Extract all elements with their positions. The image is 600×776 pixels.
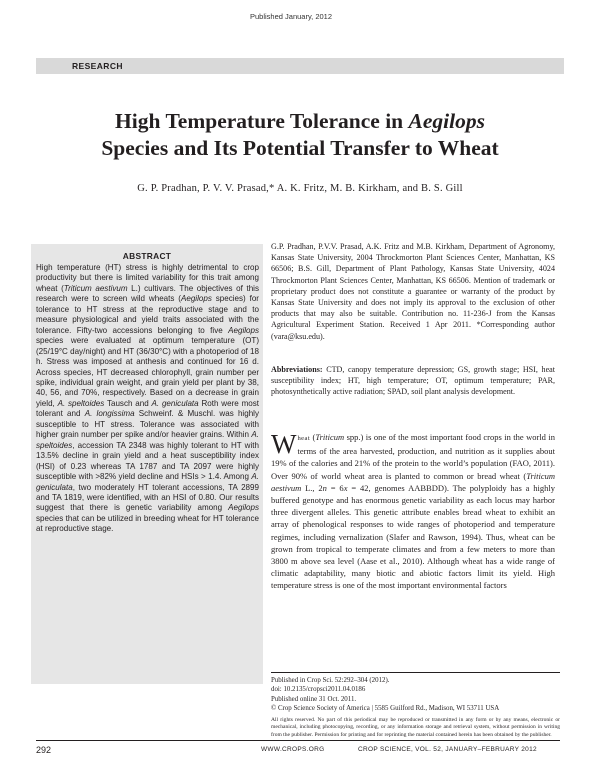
publication-info: Published in Crop Sci. 52:292–304 (2012). doi: 10.2135/cropsci2011.04.0186 Published online 31 Oct. 2011. © Crop Science Society of America | 5585 Guilford Rd., Madison, WI 53711 USA <box>271 677 500 713</box>
introduction-text: Wheat (Triticum spp.) is one of the most important food crops in the world in terms of the area harvested, production, and nutrition as it supplies about 19% of the calories and 21% of the protein to the world’s population (FAO, 2011). Over 90% of world wheat area is planted to common or bread wheat (Triticum aestivum L., 2n = 6x = 42, genomes AABBDD). The polyploidy has a highly buffered genotype and has enormous genetic variability as each locus may harbor three divergent alleles. This genetic attribute enables bread wheat to exhibit an array of phenological responses to wide ranges of photoperiod and temperature regimes, including vernalization (Slafer and Rawson, 1994). Thus, wheat can be grown from tropical to temperate climates and from a few meters to more than 3800 m above sea level (Aase et al., 2010). Although wheat has a wide range of climatic adaptability, many biotic and abiotic factors limit its yield. High temperature stress is one of the most important environmental factors <box>271 429 555 591</box>
page-number: 292 <box>36 745 52 755</box>
section-label: RESEARCH <box>72 61 123 71</box>
author-list: G. P. Pradhan, P. V. V. Prasad,* A. K. Fritz, M. B. Kirkham, and B. S. Gill <box>137 183 463 194</box>
article-title <box>36 108 564 162</box>
footer-rule <box>36 740 560 741</box>
title-italic: Aegilops <box>408 109 485 133</box>
rights-statement: All rights reserved. No part of this periodical may be reproduced or transmitted in any form or by any means, electronic or mechanical, including photocopying, recording, or any information storage and retrieval system, without permission in writing from the publisher. Permission for printing and for reprinting the material contained herein has been obtained by the publisher. <box>271 717 560 738</box>
pubinfo-divider <box>271 672 560 673</box>
drop-cap: W <box>271 429 297 459</box>
published-date: Published January, 2012 <box>250 12 333 21</box>
abbreviations: Abbreviations: CTD, canopy temperature depression; GS, growth stage; HSI, heat susceptibility index; HT, high temperature; OT, optimum temperature; PAR, photosynthetically active radiation; SPAD, soil plant analysis development. <box>271 365 555 397</box>
title-line2: Species and Its Potential Transfer to Wheat <box>101 136 499 160</box>
abstract-heading: ABSTRACT <box>122 251 172 261</box>
abbreviations-label: Abbreviations: <box>271 365 323 374</box>
abstract-text: High temperature (HT) stress is highly detrimental to crop productivity but there is limited variability for this trait among wheat (Triticum aestivum L.) cultivars. The objectives of this research were to screen wild wheats (Aegilops species) for tolerance to HT stress at the reproductive stage and to measure physiological and yield traits associated with the tolerance. Fifty-two accessions belonging to five Aegilops species were evaluated at optimum temperature (OT) (25/19°C day/night) and HT (36/30°C) with a photoperiod of 18 h. Stress was imposed at anthesis and continued for 16 d. Across species, HT decreased chlorophyll, grain number per spike, individual grain weight, and grain yield per plant by 38, 40, 56, and 70%, respectively. Based on a decrease in grain yield, A. speltoides Tausch and A. geniculata Roth were most tolerant and A. longissima Schweinf. & Muschl. was highly susceptible to HT stress. Tolerance was associated with higher grain number per spike and/or heavier grains. Within A. speltoides, accession TA 2348 was highly tolerant to HT with 13.5% decline in grain yield and a heat susceptibility index (HSI) of 0.23 whereas TA 1787 and TA 2097 were highly susceptible with >82% yield decline and HSIs > 1.4. Among A. geniculata, two moderately HT tolerant accessions, TA 2899 and TA 1819, were identified, with an HSI of 0.80. Our results suggest that there is genetic variability among Aegilops species that can be utilized in breeding wheat for HT tolerance at reproductive stage. <box>36 263 260 534</box>
website-link[interactable]: WWW.CROPS.ORG <box>261 746 325 753</box>
journal-info: CROP SCIENCE, VOL. 52, JANUARY–FEBRUARY 2012 <box>358 746 537 753</box>
author-affiliations: G.P. Pradhan, P.V.V. Prasad, A.K. Fritz and M.B. Kirkham, Department of Agronomy, Kansas State University, 2004 Throckmorton Plant Sciences Center, Manhattan, KS 66506; B.S. Gill, Department of Plant Pathology, Kansas State University, 4024 Throckmorton Plant Sciences Center, Manhattan, KS 66506. Mention of trademark or proprietary product does not constitute a guarantee or warranty of the product by Kansas State University and does not imply its approval to the exclusion of other products that may also be suitable. Contribution no. 11-236-J from the Kansas Agricultural Experiment Station. Received 1 Apr 2011. *Corresponding author (vara@ksu.edu). <box>271 242 555 341</box>
title-line1: High Temperature Tolerance in <box>115 109 409 133</box>
